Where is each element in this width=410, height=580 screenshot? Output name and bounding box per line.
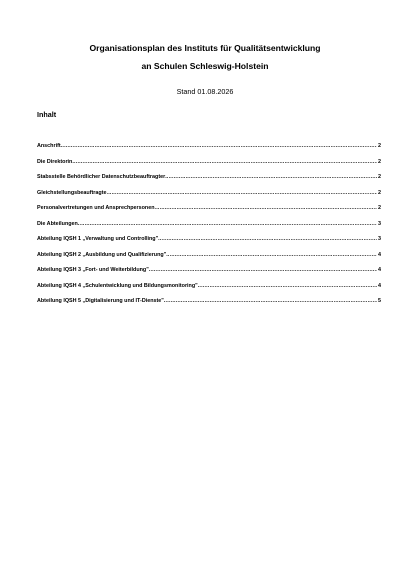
toc-dot-leader <box>166 252 377 259</box>
toc-page-number: 2 <box>378 189 381 196</box>
toc-page-number: 2 <box>378 143 381 149</box>
toc-dot-leader <box>78 221 377 228</box>
toc-entry-abteilungen[interactable] <box>37 221 381 237</box>
toc-entry-iqsh-4[interactable] <box>37 283 381 299</box>
toc-dot-leader <box>61 143 377 150</box>
toc-entry-label: Abteilung IQSH 1 „Verwaltung und Controlling" <box>37 236 159 242</box>
toc-entry-label: Die Abteilungen <box>37 220 78 227</box>
toc-dot-leader <box>198 283 377 290</box>
document-title-line-1: Organisationsplan des Instituts für Qualitätsentwicklung <box>89 43 321 53</box>
toc-entry-iqsh-5[interactable] <box>37 298 381 314</box>
toc-entry-anschrift[interactable] <box>37 143 381 159</box>
document-title-line-2: an Schulen Schleswig-Holstein <box>141 61 269 71</box>
toc-page-number: 3 <box>378 236 381 242</box>
toc-page-number: 4 <box>378 267 381 273</box>
toc-page-number: 5 <box>378 298 381 304</box>
document-date: Stand 01.08.2026 <box>176 87 234 96</box>
toc-heading: Inhalt <box>37 110 57 119</box>
toc-page-number: 4 <box>378 282 381 289</box>
toc-entry-iqsh-1[interactable] <box>37 236 381 252</box>
toc-entry-direktorin[interactable] <box>37 159 381 175</box>
toc-entry-label: Stabsstelle Behördlicher Datenschutzbeauftragter <box>37 174 166 180</box>
toc-dot-leader <box>149 267 377 274</box>
toc-dot-leader <box>164 298 377 305</box>
toc-page-number: 3 <box>378 220 381 227</box>
toc-entry-label: Personalvertretungen und Ansprechpersonen <box>37 205 155 211</box>
toc-entry-gleichstellung[interactable] <box>37 190 381 206</box>
toc-entry-label: Abteilung IQSH 3 „Fort- und Weiterbildung" <box>37 267 149 273</box>
toc-entry-label: Abteilung IQSH 4 „Schulentwicklung und Bildungsmonitoring" <box>37 282 198 289</box>
toc-entry-personalvertretungen[interactable] <box>37 205 381 221</box>
toc-dot-leader <box>155 205 377 212</box>
toc-entry-label: Die Direktorin <box>37 158 73 165</box>
toc-entry-iqsh-3[interactable] <box>37 267 381 283</box>
toc-page-number: 2 <box>378 205 381 211</box>
toc-page-number: 2 <box>378 174 381 180</box>
toc-entry-label: Gleichstellungsbeauftragte <box>37 189 107 196</box>
toc-entry-label: Anschrift <box>37 143 61 149</box>
toc-page-number: 2 <box>378 158 381 165</box>
toc-page-number: 4 <box>378 251 381 258</box>
toc-entry-label: Abteilung IQSH 5 „Digitalisierung und IT-Dienste" <box>37 298 164 304</box>
toc-dot-leader <box>72 159 377 166</box>
toc-entry-iqsh-2[interactable] <box>37 252 381 268</box>
toc-dot-leader <box>107 190 378 197</box>
toc-dot-leader <box>158 236 377 243</box>
toc-dot-leader <box>165 174 377 181</box>
toc-entry-label: Abteilung IQSH 2 „Ausbildung und Qualifizierung" <box>37 251 167 258</box>
toc-entry-datenschutz[interactable] <box>37 174 381 190</box>
table-of-contents <box>37 143 381 314</box>
